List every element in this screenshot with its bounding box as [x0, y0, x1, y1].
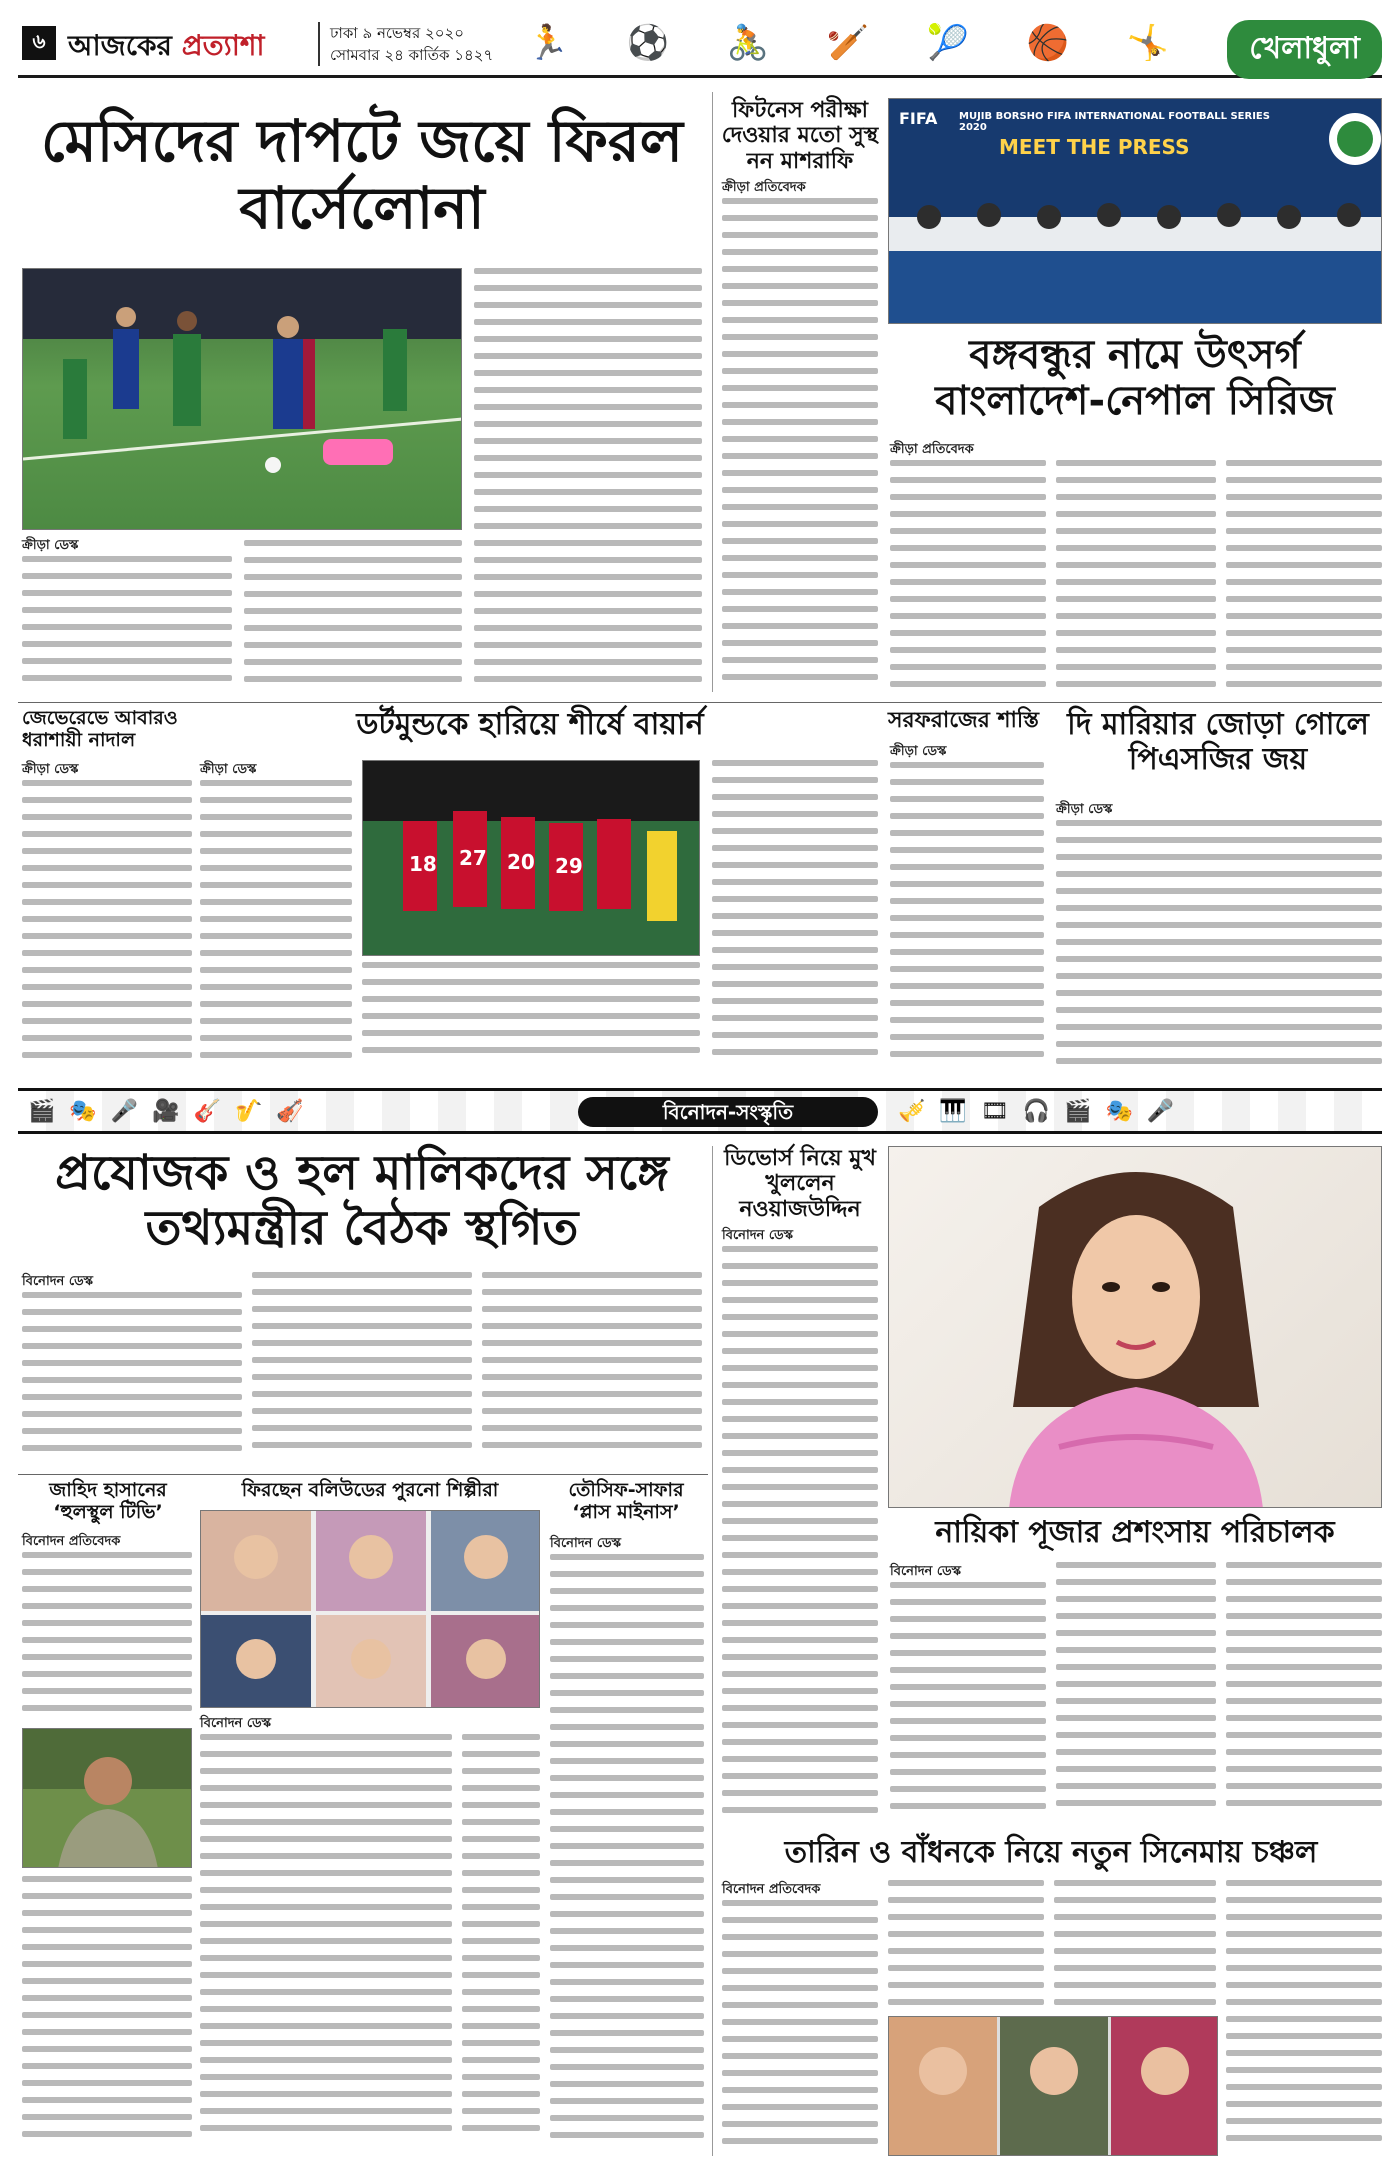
sarfaraz-headline: সরফরাজের শাস্তি — [888, 708, 1039, 733]
bollywood-body-col2 — [462, 1734, 540, 2156]
rule-1 — [712, 92, 713, 692]
rule-ent-1 — [712, 1146, 713, 2156]
press-banner-title: MUJIB BORSHO FIFA INTERNATIONAL FOOTBALL SERIES 2020 — [959, 111, 1270, 133]
zahid-photo — [22, 1728, 192, 1868]
bangabandhu-body-col3 — [1226, 460, 1382, 696]
basketball-icon: 🏀 — [1026, 23, 1070, 63]
chanchal-body-col2 — [888, 1880, 1044, 2010]
lead-headline: মেসিদের দাপটে জয়ে ফিরল বার্সেলোনা — [41, 107, 683, 242]
svg-text:29: 29 — [555, 854, 583, 878]
bayern-headline: ডর্টমুন্ডকে হারিয়ে শীর্ষে বায়ার্ন — [356, 707, 704, 742]
ent-lead-body-col3 — [482, 1272, 702, 1468]
zahid-body-top — [22, 1552, 192, 1722]
brand-part2: প্রত্যাশা — [181, 29, 265, 62]
tousif-byline: বিনোদন ডেস্ক — [550, 1536, 622, 1551]
chanchal-headline: তারিন ও বাঁধনকে নিয়ে নতুন সিনেমায় চঞ্চল — [784, 1835, 1318, 1870]
bangabandhu-headline: বঙ্গবন্ধুর নামে উৎসর্গ বাংলাদেশ-নেপাল সিরিজ — [935, 332, 1335, 424]
nawazuddin-body — [722, 1246, 878, 1826]
sarfaraz-body — [890, 762, 1044, 1070]
bayern-byline: ক্রীড়া ডেস্ক — [200, 762, 257, 777]
ent-lead-headline: প্রযোজক ও হল মালিকদের সঙ্গে তথ্যমন্ত্রীর বৈঠক স্থগিত — [55, 1145, 669, 1257]
chanchal-body-col4 — [1226, 1880, 1382, 2156]
tousif-headline: তৌসিফ-সাফার ‘প্লাস মাইনাস’ — [568, 1479, 684, 1523]
divider-sports-mid — [18, 702, 1382, 703]
date-gregorian: ঢাকা ৯ নভেম্বর ২০২০ — [330, 24, 464, 42]
bayern-body-col1 — [200, 780, 352, 1070]
entertainment-section-label: বিনোদন-সংস্কৃতি — [578, 1097, 878, 1127]
nawazuddin-byline: বিনোদন ডেস্ক — [722, 1228, 794, 1243]
lead-body-col1 — [22, 556, 232, 696]
svg-text:27: 27 — [459, 846, 487, 870]
page-number: ৬ — [22, 26, 56, 60]
nadal-byline: ক্রীড়া ডেস্ক — [22, 762, 79, 777]
puja-byline: বিনোদন ডেস্ক — [890, 1564, 962, 1579]
sport-icons-strip — [498, 14, 1198, 72]
psg-body — [1056, 820, 1382, 1070]
chanchal-body-col3 — [1054, 1880, 1216, 2010]
bangabandhu-body-col2 — [1056, 460, 1216, 696]
psg-byline: ক্রীড়া ডেস্ক — [1056, 802, 1113, 817]
chanchal-photo-collage — [888, 2016, 1218, 2156]
puja-body-col1 — [890, 1582, 1046, 1826]
fitness-body — [722, 198, 878, 696]
divider-ent-mid — [18, 1474, 708, 1475]
bangabandhu-byline: ক্রীড়া প্রতিবেদক — [890, 442, 974, 457]
date-bengali: সোমবার ২৪ কার্তিক ১৪২৭ — [330, 46, 494, 64]
nawazuddin-headline: ডিভোর্স নিয়ে মুখ খুললেন নওয়াজউদ্দিন — [724, 1146, 876, 1222]
press-banner-sub: MEET THE PRESS — [999, 135, 1190, 159]
bollywood-headline: ফিরছেন বলিউডের পুরনো শিল্পীরা — [241, 1479, 499, 1501]
fifa-logo-text: FIFA — [899, 109, 938, 128]
bollywood-body-col1 — [200, 1734, 452, 2156]
runner-icon: 🏃 — [526, 23, 570, 63]
film-icons-right: 🎺🎹🎞🎧🎬🎭🎤 — [898, 1099, 1189, 1124]
section-name: খেলাধুলা — [1227, 20, 1382, 79]
lead-body-col3 — [474, 268, 702, 696]
chanchal-byline: বিনোদন প্রতিবেদক — [722, 1882, 821, 1897]
ent-lead-body-col2 — [252, 1272, 472, 1468]
entertainment-section-band — [18, 1088, 1382, 1134]
athlete-icon: 🤸 — [1126, 23, 1170, 63]
puja-body-col2 — [1056, 1562, 1216, 1826]
sarfaraz-byline: ক্রীড়া ডেস্ক — [890, 744, 947, 759]
bangabandhu-body-col1 — [890, 460, 1046, 696]
zahid-headline: জাহিদ হাসানের ‘হুলস্থুল টিভি’ — [49, 1479, 167, 1523]
bollywood-photo-collage — [200, 1510, 540, 1708]
ent-lead-byline: বিনোদন ডেস্ক — [22, 1274, 94, 1289]
fitness-byline: ক্রীড়া প্রতিবেদক — [722, 180, 806, 195]
bayern-body-col2 — [362, 962, 700, 1070]
film-icons-left: 🎬🎭🎤🎥🎸🎷🎻 — [28, 1099, 318, 1124]
barcelona-photo — [22, 268, 462, 530]
football-icon: ⚽ — [626, 23, 670, 63]
nadal-headline: জেভেরেভে আবারও ধরাশায়ী নাদাল — [22, 707, 178, 751]
cycling-icon: 🚴 — [726, 23, 770, 63]
cricket-icon: 🏏 — [826, 23, 870, 63]
svg-text:20: 20 — [507, 850, 535, 874]
zahid-byline: বিনোদন প্রতিবেদক — [22, 1534, 121, 1549]
dateline — [318, 22, 493, 66]
lead-body-col2 — [244, 540, 462, 696]
bayern-body-col3 — [712, 760, 878, 1070]
nadal-body — [22, 780, 192, 1070]
ent-lead-body-col1 — [22, 1292, 242, 1468]
svg-text:18: 18 — [409, 852, 437, 876]
puja-photo — [888, 1146, 1382, 1508]
masthead — [18, 14, 1382, 78]
brand-part1: আজকের — [68, 29, 172, 62]
puja-body-col3 — [1226, 1562, 1382, 1826]
bollywood-byline: বিনোদন ডেস্ক — [200, 1716, 272, 1731]
tousif-body — [550, 1554, 704, 2156]
zahid-body-bottom — [22, 1876, 192, 2156]
fitness-headline: ফিটনেস পরীক্ষা দেওয়ার মতো সুস্থ নন মাশরাফি — [721, 98, 879, 174]
newspaper-brand — [68, 24, 265, 71]
psg-headline: দি মারিয়ার জোড়া গোলে পিএসজির জয় — [1067, 707, 1369, 777]
tennis-icon: 🎾 — [926, 23, 970, 63]
lead-byline: ক্রীড়া ডেস্ক — [22, 538, 79, 553]
bayern-photo — [362, 760, 700, 956]
chanchal-body-col1 — [722, 1900, 878, 2156]
puja-headline: নায়িকা পূজার প্রশংসায় পরিচালক — [935, 1515, 1335, 1550]
press-conference-photo — [888, 98, 1382, 324]
